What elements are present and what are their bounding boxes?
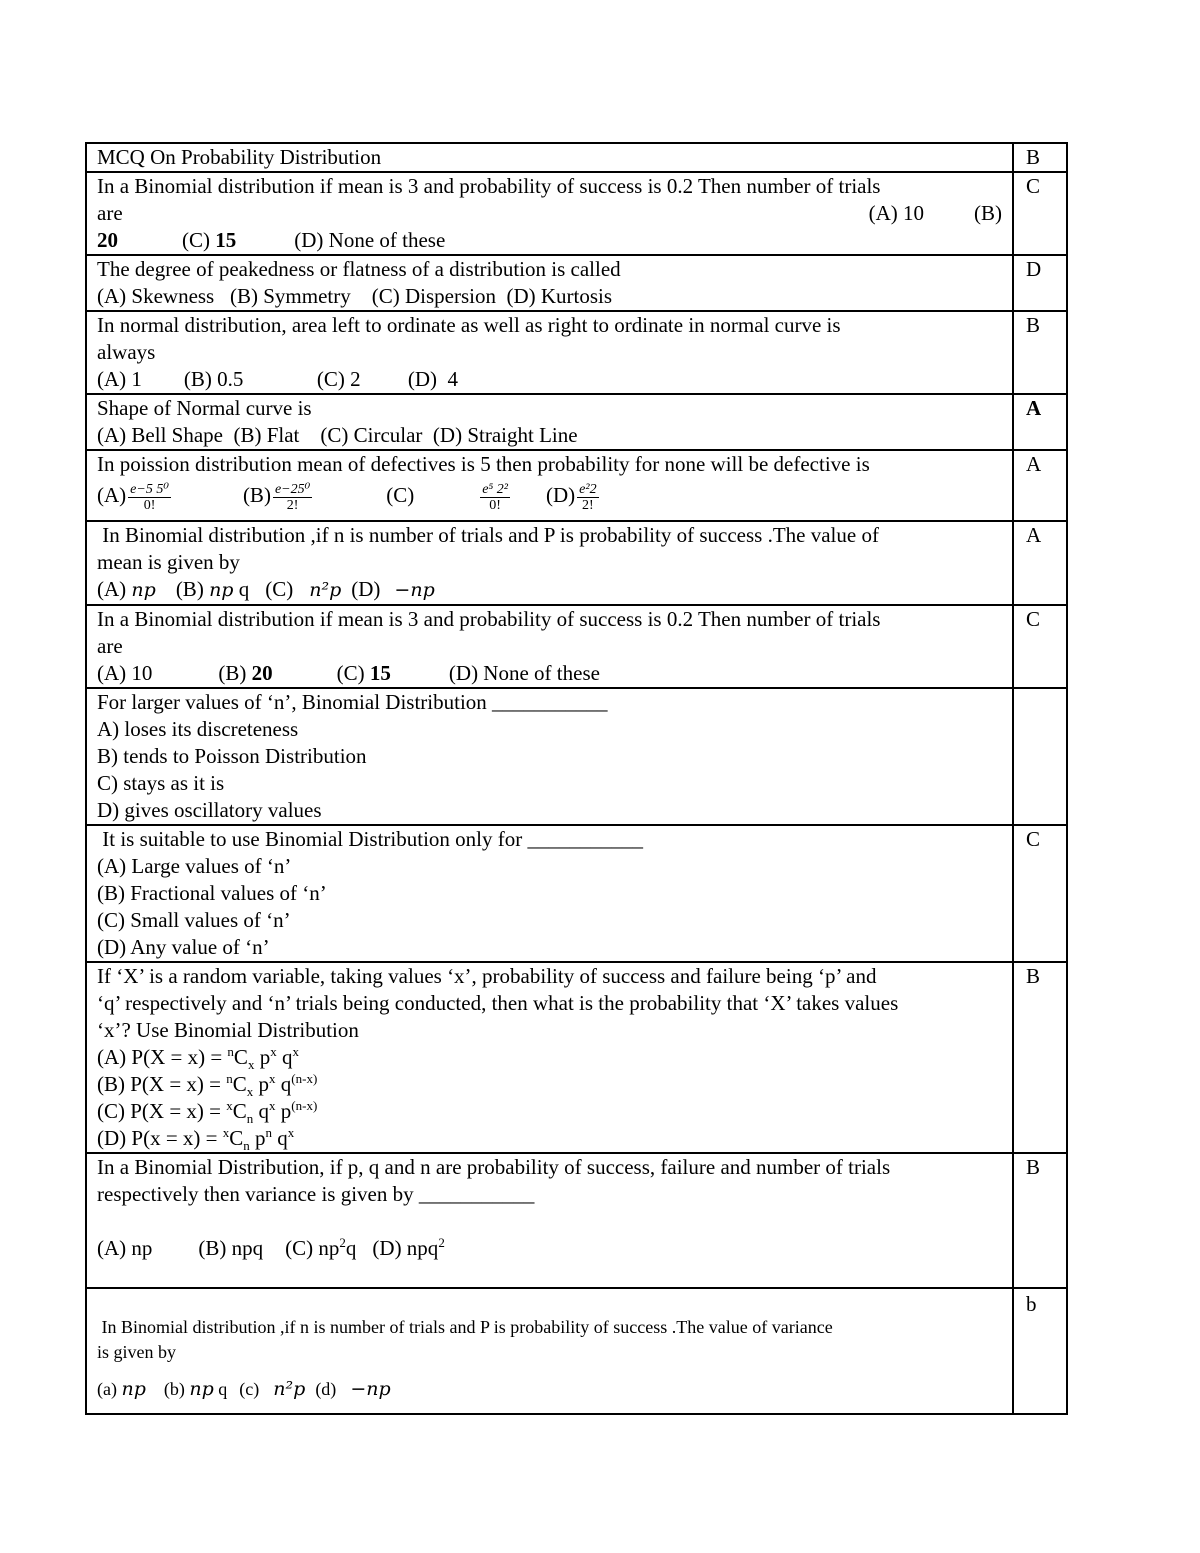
question-text: respectively then variance is given by ___________ (97, 1182, 535, 1206)
question-text: ‘x’? Use Binomial Distribution (97, 1018, 359, 1042)
option-a: (A) 10 (97, 661, 153, 685)
option-d-formula: $\frac{\text{e²2}}{2!}$ (579, 481, 597, 513)
question-text: ‘q’ respectively and ‘n’ trials being conducted, then what is the probability that ‘X’ takes values (97, 991, 899, 1015)
question-cell (86, 688, 1013, 825)
answer-cell (1013, 688, 1067, 825)
answer-cell (1013, 450, 1067, 521)
answer: C (1026, 607, 1041, 631)
table-row (86, 450, 1067, 521)
question-text: is given by (97, 1342, 176, 1362)
option-b-formula: np (209, 579, 234, 601)
question-cell (86, 605, 1013, 688)
option-c-formula: n²p (273, 1378, 306, 1400)
question-text: In poission distribution mean of defectives is 5 then probability for none will be defective is (97, 452, 870, 476)
option-b-value: 20 (97, 228, 118, 252)
table-row (86, 825, 1067, 962)
option-a: (A) 10 (868, 201, 924, 225)
option-line: C) stays as it is (97, 771, 225, 795)
question-cell (86, 394, 1013, 450)
option-d-formula: −np (394, 579, 435, 601)
question-text: In a Binomial distribution if mean is 3 and probability of success is 0.2 Then number of trials (97, 607, 881, 631)
option-a-formula: np (121, 1378, 146, 1400)
option-a-formula: np (131, 579, 156, 601)
option-line: (B) Fractional values of ‘n’ (97, 881, 327, 905)
table-row (86, 688, 1067, 825)
answer-cell (1013, 394, 1067, 450)
answer: B (1026, 145, 1041, 169)
option-b-formula: np (189, 1378, 214, 1400)
option-line: A) loses its discreteness (97, 717, 299, 741)
answer-cell (1013, 825, 1067, 962)
question-text: are (97, 634, 123, 658)
table-row (86, 521, 1067, 605)
options-line (97, 1235, 1002, 1262)
answer-cell (1013, 311, 1067, 394)
option-a-formula: $\frac{\text{e−5 5⁰}}{0!}$ (130, 481, 169, 513)
option-b: (B) $P(X = x) = ^nC_x$ $p^x$ $q^{(n-x)}$ (97, 1071, 318, 1100)
spacer (97, 1365, 1002, 1377)
options-line (97, 227, 1002, 254)
answer-cell (1013, 143, 1067, 172)
answer: D (1026, 257, 1042, 281)
table-title-cell (86, 143, 1013, 172)
option-c-value: 15 (369, 661, 391, 685)
answer: B (1026, 1155, 1041, 1179)
answer-cell (1013, 605, 1067, 688)
answer-cell (1013, 172, 1067, 255)
question-text: In normal distribution, area left to ordinate as well as right to ordinate in normal curve is (97, 313, 841, 337)
option-d: (D) npq$^2$ (372, 1235, 445, 1260)
option-b: (B) npq (198, 1236, 264, 1260)
option-a: (A) $P(X = x) = ^nC_x$ $p^x$ $q^x$ (97, 1044, 299, 1073)
question-text: In Binomial distribution ,if n is number of trials and P is probability of success .The value of (97, 523, 879, 547)
answer: A (1026, 523, 1042, 547)
question-cell (86, 521, 1013, 605)
question-cell (86, 311, 1013, 394)
option-c-formula: $\frac{\text{e⁵ 2²}}{0!}$ (482, 481, 508, 513)
answer: b (1026, 1292, 1037, 1316)
answer-cell (1013, 962, 1067, 1153)
mcq-table (85, 142, 1068, 1415)
option-b-label: (B) (218, 661, 247, 685)
question-text: If ‘X’ is a random variable, taking values ‘x’, probability of success and failure being ‘p’ and (97, 964, 877, 988)
options-line (97, 478, 1002, 513)
answer: B (1026, 964, 1041, 988)
question-text: Shape of Normal curve is (97, 396, 312, 420)
options-line: (A) np (B) np q (C) n²p (D) −np (97, 577, 435, 601)
table-row (86, 394, 1067, 450)
option-b-value: 20 (251, 661, 273, 685)
spacer (97, 1208, 1002, 1235)
question-text: In Binomial distribution ,if n is number of trials and P is probability of success .The value of variance (97, 1317, 833, 1337)
question-cell (86, 1288, 1013, 1414)
option-line: (D) Any value of ‘n’ (97, 935, 270, 959)
option-b-label: (B) (974, 201, 1002, 225)
question-text: The degree of peakedness or flatness of a distribution is called (97, 257, 621, 281)
option-d-formula: −np (350, 1378, 391, 1400)
option-c-label: (C) (336, 661, 365, 685)
table-title: MCQ On Probability Distribution (97, 145, 382, 169)
answer: B (1026, 313, 1041, 337)
options-line: (a) np (b) np q (c) n²p (d) −np (97, 1378, 391, 1400)
spacer (97, 1291, 1002, 1315)
question-text: In a Binomial Distribution, if p, q and n are probability of success, failure and number of trials (97, 1155, 891, 1179)
table-row (86, 1153, 1067, 1288)
answer-cell (1013, 521, 1067, 605)
table-row (86, 311, 1067, 394)
option-c-value: 15 (215, 228, 237, 252)
answer: A (1026, 452, 1042, 476)
option-c: (C) (386, 483, 415, 507)
question-cell (86, 1153, 1013, 1288)
question-text: It is suitable to use Binomial Distribution only for ___________ (97, 827, 643, 851)
option-d: (D) (546, 483, 576, 507)
question-cell (86, 450, 1013, 521)
option-c: (C) $P(X = x) = ^xC_n$ $q^x$ $p^{(n-x)}$ (97, 1098, 318, 1127)
option-b-formula: $\frac{\text{e−25⁰}}{2!}$ (274, 481, 311, 513)
answer: C (1026, 174, 1041, 198)
question-cell (86, 255, 1013, 311)
option-line: B) tends to Poisson Distribution (97, 744, 367, 768)
question-text: always (97, 340, 156, 364)
option-d: (D) $P(x = x) = ^xC_n$ $p^n$ $q^x$ (97, 1125, 295, 1154)
answer-cell (1013, 1288, 1067, 1414)
table-row (86, 172, 1067, 255)
option-d: (D) None of these (294, 228, 446, 252)
option-c: (C) $np^2q$ (285, 1235, 357, 1260)
option-a: (A) (97, 483, 127, 507)
answer: C (1026, 827, 1041, 851)
table-row (86, 255, 1067, 311)
answer-cell (1013, 1153, 1067, 1288)
table-row (86, 962, 1067, 1153)
option-a: (A) np (97, 1236, 153, 1260)
question-cell (86, 962, 1013, 1153)
question-text: In a Binomial distribution if mean is 3 and probability of success is 0.2 Then number of trials (97, 174, 881, 198)
answer-cell (1013, 255, 1067, 311)
options-line: (A) Skewness (B) Symmetry (C) Dispersion (D) Kurtosis (97, 284, 613, 308)
question-text: mean is given by (97, 550, 240, 574)
option-c-label: (C) (182, 228, 210, 252)
table-row (86, 1288, 1067, 1414)
option-c-formula: n²p (309, 579, 342, 601)
options-line: (A) Bell Shape (B) Flat (C) Circular (D) Straight Line (97, 423, 578, 447)
option-d: (D) None of these (448, 661, 600, 685)
options-line (97, 660, 1002, 687)
option-b: (B) (242, 483, 271, 507)
options-line: (A) 1 (B) 0.5 (C) 2 (D) 4 (97, 367, 459, 391)
table-row (86, 605, 1067, 688)
question-cell (86, 172, 1013, 255)
option-line: D) gives oscillatory values (97, 798, 322, 822)
question-text: are (A) 10 (B) (97, 201, 1002, 225)
answer: A (1026, 396, 1042, 420)
option-line: (C) Small values of ‘n’ (97, 908, 291, 932)
question-cell (86, 825, 1013, 962)
question-text: For larger values of ‘n’, Binomial Distribution ___________ (97, 690, 608, 714)
table-row (86, 143, 1067, 172)
option-line: (A) Large values of ‘n’ (97, 854, 292, 878)
